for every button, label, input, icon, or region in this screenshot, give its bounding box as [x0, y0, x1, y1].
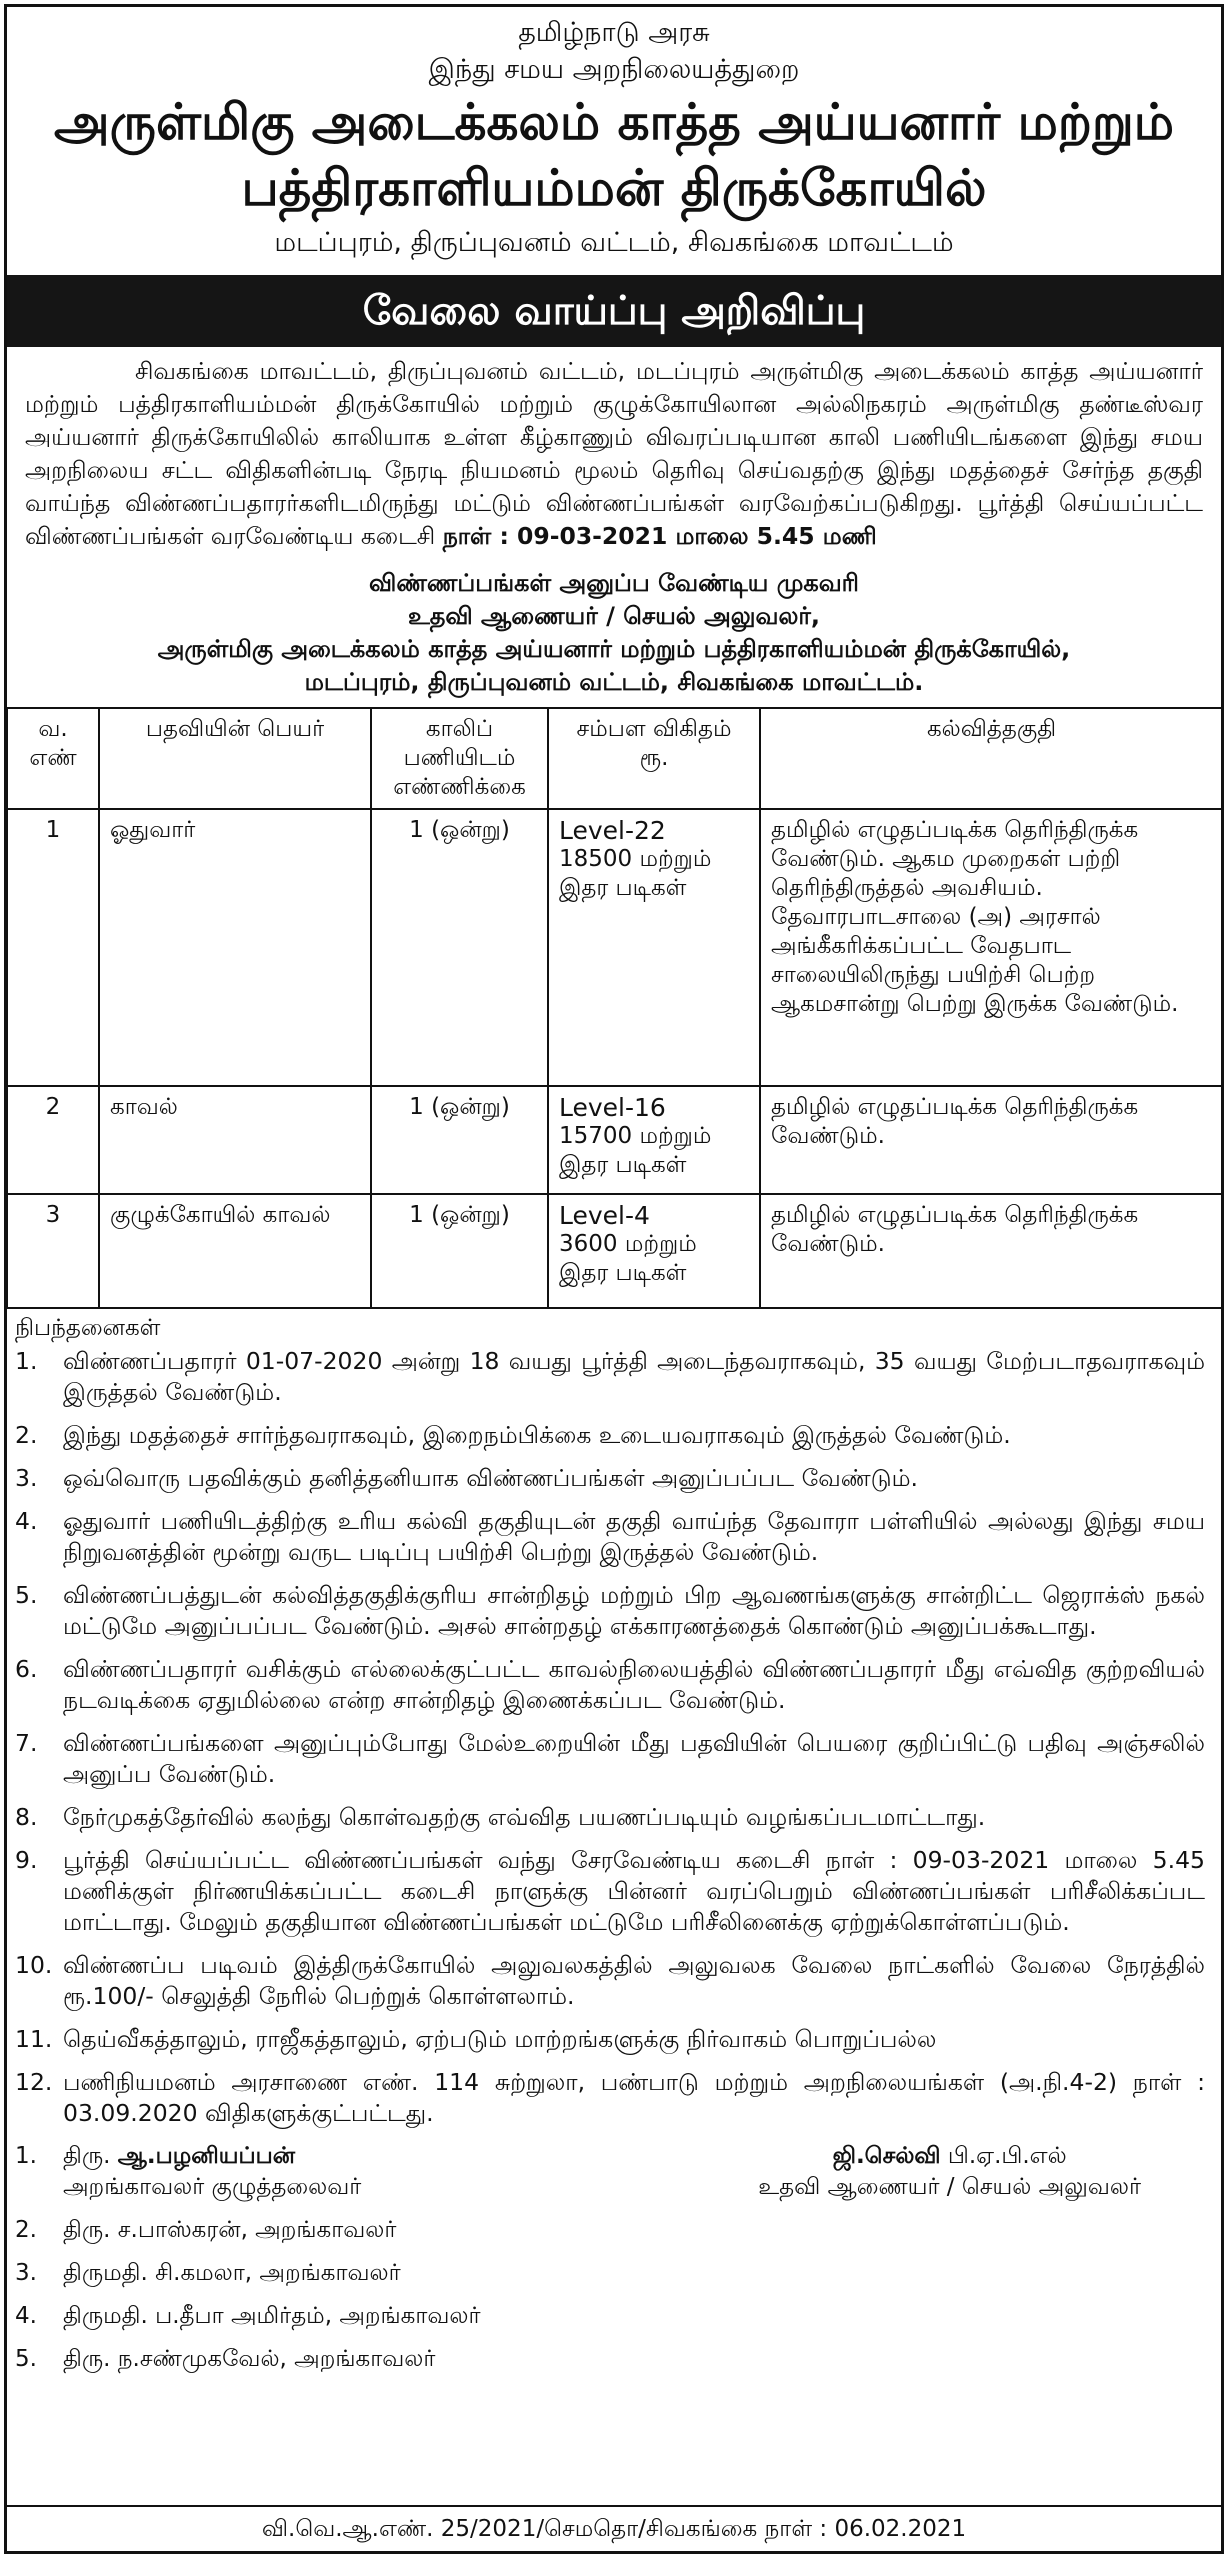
- department-name: இந்து சமய அறநிலையத்துறை: [428, 54, 800, 85]
- salary-level: Level-22: [559, 816, 666, 845]
- item-text: நேர்முகத்தேர்வில் கலந்து கொள்வதற்கு எவ்வித பயணப்படியும் வழங்கப்படமாட்டாது.: [63, 1803, 986, 1831]
- conditions-list: [7, 1346, 1221, 2129]
- chairman-signature: [15, 2141, 361, 2203]
- vacancy-table: [6, 707, 1224, 1309]
- list-item: [7, 2024, 1221, 2055]
- item-number: 4.: [15, 2303, 37, 2329]
- item-text: விண்ணப்பதாரர் வசிக்கும் எல்லைக்குட்பட்ட காவல்நிலையத்தில் விண்ணப்பதாரர் மீது எவ்வித குற்றவியல் நடவடிக்கை ஏதுமில்லை என்ற சான்றிதழ் இணைக்கப்பட வேண்டும்.: [63, 1655, 1205, 1714]
- address-block: [7, 557, 1221, 699]
- list-item: [7, 1580, 1221, 1642]
- row-salary: [548, 809, 760, 1086]
- row-num: 2: [7, 1086, 99, 1194]
- temple-title-line1: அருள்மிகு அடைக்கலம் காத்த அய்யனார் மற்றும்: [54, 93, 1174, 151]
- list-item: [7, 2215, 1221, 2246]
- row-count: 1 (ஒன்று): [371, 1086, 548, 1194]
- row-post: காவல்: [99, 1086, 371, 1194]
- notice-page: [4, 4, 1224, 2554]
- government-name: தமிழ்நாடு அரசு: [518, 17, 710, 48]
- col-header-salary: சம்பள விகிதம் ரூ.: [548, 708, 760, 809]
- item-text: பணிநியமனம் அரசாணை எண். 114 சுற்றுலா, பண்பாடு மற்றும் அறநிலையங்கள் (அ.நி.4-2) நாள் : 03.09.2020 விதிகளுக்குட்பட்டது.: [63, 2068, 1205, 2127]
- salary-pay: 3600 மற்றும் இதர படிகள்: [559, 1231, 697, 1286]
- row-post: குழுக்கோயில் காவல்: [99, 1194, 371, 1308]
- signature-block: [7, 2141, 1221, 2203]
- chairman-title: அறங்காவலர் குழுத்தலைவர்: [63, 2174, 362, 2200]
- item-number: 2.: [15, 1421, 38, 1449]
- conditions-title: நிபந்தனைகள்: [15, 1315, 161, 1341]
- col-header-qualification: கல்வித்தகுதி: [760, 708, 1223, 809]
- item-number: 10.: [15, 1951, 53, 1979]
- row-qualification: தமிழில் எழுதப்படிக்க தெரிந்திருக்க வேண்டும். ஆகம முறைகள் பற்றி தெரிந்திருத்தல் அவசியம். தேவாரபாடசாலை (அ) அரசால் அங்கீகரிக்கப்பட்ட வேதபாட சாலையிலிருந்து பயிற்சி பெற்ற ஆகமசான்று பெற்று இருக்க வேண்டும்.: [760, 809, 1223, 1086]
- officer-degree: பி.ஏ.பி.எல்: [947, 2143, 1067, 2169]
- row-num: 1: [7, 809, 99, 1086]
- table-row: [7, 1194, 1223, 1308]
- item-number: 5.: [15, 2346, 37, 2372]
- list-item: [7, 1728, 1221, 1790]
- reference-footer: வி.வெ.ஆ.எண். 25/2021/செமதொ/சிவகங்கை நாள் : 06.02.2021: [7, 2505, 1221, 2551]
- list-item: [7, 2258, 1221, 2289]
- item-number: 6.: [15, 1655, 38, 1683]
- row-count: 1 (ஒன்று): [371, 1194, 548, 1308]
- item-text: விண்ணப்பங்களை அனுப்பும்போது மேல்உறையின் மீது பதவியின் பெயரை குறிப்பிட்டு பதிவு அஞ்சலில் அனுப்ப வேண்டும்.: [63, 1729, 1205, 1788]
- list-item: [7, 1802, 1221, 1833]
- item-number: 1.: [15, 2143, 37, 2169]
- row-post: ஓதுவார்: [99, 809, 371, 1086]
- address-heading: விண்ணப்பங்கள் அனுப்ப வேண்டிய முகவரி: [369, 569, 859, 597]
- salary-level: Level-16: [559, 1093, 666, 1122]
- list-item: [7, 1346, 1221, 1408]
- item-text: விண்ணப்ப படிவம் இத்திருக்கோயில் அலுவலகத்தில் அலுவலக வேலை நாட்களில் வேலை நேரத்தில் ரூ.100/- செலுத்தி நேரில் பெற்றுக் கொள்ளலாம்.: [63, 1951, 1205, 2010]
- item-number: 1.: [15, 1347, 38, 1375]
- row-count: 1 (ஒன்று): [371, 809, 548, 1086]
- item-text: விண்ணப்பத்துடன் கல்வித்தகுதிக்குரிய சான்றிதழ் மற்றும் பிற ஆவணங்களுக்கு சான்றிட்ட ஜெராக்ஸ் நகல் மட்டுமே அனுப்பப்பட வேண்டும். அசல் சான்றதழ் எக்காரணத்தைக் கொண்டும் அனுப்பக்கூடாது.: [63, 1581, 1205, 1640]
- item-text: ஓதுவார் பணியிடத்திற்கு உரிய கல்வி தகுதியுடன் தகுதி வாய்ந்த தேவாரா பள்ளியில் அல்லது இந்து சமய நிறுவனத்தின் மூன்று வருட படிப்பு பயிற்சி பெற்று இருத்தல் வேண்டும்.: [63, 1507, 1205, 1566]
- table-row: [7, 809, 1223, 1086]
- row-qualification: தமிழில் எழுதப்படிக்க தெரிந்திருக்க வேண்டும்.: [760, 1194, 1223, 1308]
- trustee-name: திரு. ச.பாஸ்கரன், அறங்காவலர்: [63, 2217, 397, 2243]
- item-number: 2.: [15, 2217, 37, 2243]
- address-line1: உதவி ஆணையர் / செயல் அலுவலர்,: [407, 602, 821, 630]
- item-number: 3.: [15, 2260, 37, 2286]
- list-item: [7, 1654, 1221, 1716]
- row-num: 3: [7, 1194, 99, 1308]
- row-salary: [548, 1086, 760, 1194]
- chairman-name: ஆ.பழனியப்பன்: [117, 2143, 296, 2169]
- intro-paragraph: [7, 347, 1221, 557]
- trustee-name: திருமதி. சி.கமலா, அறங்காவலர்: [63, 2260, 401, 2286]
- item-text: பூர்த்தி செய்யப்பட்ட விண்ணப்பங்கள் வந்து சேரவேண்டிய கடைசி நாள் : 09-03-2021 மாலை 5.45 மணிக்குள் நிர்ணயிக்கப்பட்ட கடைசி நாளுக்கு பின்னர் வரப்பெறும் விண்ணப்பங்கள் பரிசீலிக்கப்பட மாட்டாது. மேலும் தகுதியான விண்ணப்பங்கள் மட்டுமே பரிசீலினைக்கு ஏற்றுக்கொள்ளப்படும்.: [63, 1846, 1205, 1936]
- list-item: [7, 2301, 1221, 2332]
- table-row: [7, 1086, 1223, 1194]
- officer-title: உதவி ஆணையர் / செயல் அலுவலர்: [758, 2174, 1141, 2200]
- item-number: 12.: [15, 2068, 53, 2096]
- list-item: [7, 1506, 1221, 1568]
- list-item: [7, 1950, 1221, 2012]
- col-header-post: பதவியின் பெயர்: [99, 708, 371, 809]
- address-line2: அருள்மிகு அடைக்கலம் காத்த அய்யனார் மற்றும் பத்திரகாளியம்மன் திருக்கோயில்,: [157, 635, 1071, 663]
- list-item: [7, 1845, 1221, 1938]
- list-item: [7, 1420, 1221, 1451]
- item-number: 11.: [15, 2025, 53, 2053]
- row-salary: [548, 1194, 760, 1308]
- address-line3: மடப்புரம், திருப்புவனம் வட்டம், சிவகங்கை மாவட்டம்.: [304, 668, 924, 696]
- salary-level: Level-4: [559, 1201, 650, 1230]
- intro-deadline: நாள் : 09-03-2021 மாலை 5.45 மணி: [442, 522, 877, 550]
- row-qualification: தமிழில் எழுதப்படிக்க தெரிந்திருக்க வேண்டும்.: [760, 1086, 1223, 1194]
- intro-text: சிவகங்கை மாவட்டம், திருப்புவனம் வட்டம், மடப்புரம் அருள்மிகு அடைக்கலம் காத்த அய்யனார் மற்றும் பத்திரகாளியம்மன் திருக்கோயில் மற்றும் குழுக்கோயிலான அல்லிநகரம் அருள்மிகு தண்டீஸ்வர அய்யனார் திருக்கோயிலில் காலியாக உள்ள கீழ்காணும் விவரப்படியான காலி பணியிடங்களை இந்து சமய அறநிலைய சட்ட விதிகளின்படி நேரடி நியமனம் மூலம் தெரிவு செய்வதற்கு இந்து மதத்தைச் சேர்ந்த தகுதி வாய்ந்த விண்ணப்பதாரர்களிடமிருந்து மட்டும் விண்ணப்பங்கள் வரவேற்கப்படுகிறது. பூர்த்தி செய்யப்பட்ட விண்ணப்பங்கள் வரவேண்டிய கடைசி: [25, 357, 1203, 550]
- item-text: இந்து மதத்தைச் சார்ந்தவராகவும், இறைநம்பிக்கை உடையவராகவும் இருத்தல் வேண்டும்.: [63, 1421, 1011, 1449]
- trustee-name: திருமதி. ப.தீபா அமிர்தம், அறங்காவலர்: [63, 2303, 481, 2329]
- list-item: [7, 1463, 1221, 1494]
- item-text: தெய்வீகத்தாலும், ராஜீகத்தாலும், ஏற்படும் மாற்றங்களுக்கு நிர்வாகம் பொறுப்பல்ல: [63, 2025, 937, 2053]
- temple-title-line2: பத்திரகாளியம்மன் திருக்கோயில்: [241, 159, 987, 217]
- chairman-prefix: திரு.: [63, 2143, 111, 2169]
- salary-pay: 15700 மற்றும் இதர படிகள்: [559, 1123, 712, 1178]
- item-text: ஒவ்வொரு பதவிக்கும் தனித்தனியாக விண்ணப்பங்கள் அனுப்பப்பட வேண்டும்.: [63, 1464, 918, 1492]
- officer-signature: [758, 2141, 1181, 2203]
- notice-banner: வேலை வாய்ப்பு அறிவிப்பு: [7, 275, 1221, 347]
- list-item: [7, 2344, 1221, 2375]
- item-number: 4.: [15, 1507, 38, 1535]
- salary-pay: 18500 மற்றும் இதர படிகள்: [559, 846, 712, 901]
- list-item: [7, 2067, 1221, 2129]
- table-header-row: [7, 708, 1223, 809]
- col-header-num: வ. எண்: [7, 708, 99, 809]
- item-number: 3.: [15, 1464, 38, 1492]
- officer-name: ஜி.செல்வி: [832, 2143, 941, 2169]
- item-number: 9.: [15, 1846, 38, 1874]
- temple-location: மடப்புரம், திருப்புவனம் வட்டம், சிவகங்கை மாவட்டம்: [274, 227, 954, 258]
- item-number: 5.: [15, 1581, 38, 1609]
- item-number: 7.: [15, 1729, 38, 1757]
- col-header-count: காலிப் பணியிடம் எண்ணிக்கை: [371, 708, 548, 809]
- item-text: விண்ணப்பதாரர் 01-07-2020 அன்று 18 வயது பூர்த்தி அடைந்தவராகவும், 35 வயது மேற்படாதவராகவும் இருத்தல் வேண்டும்.: [63, 1347, 1205, 1406]
- trustee-name: திரு. ந.சண்முகவேல், அறங்காவலர்: [63, 2346, 436, 2372]
- item-number: 8.: [15, 1803, 38, 1831]
